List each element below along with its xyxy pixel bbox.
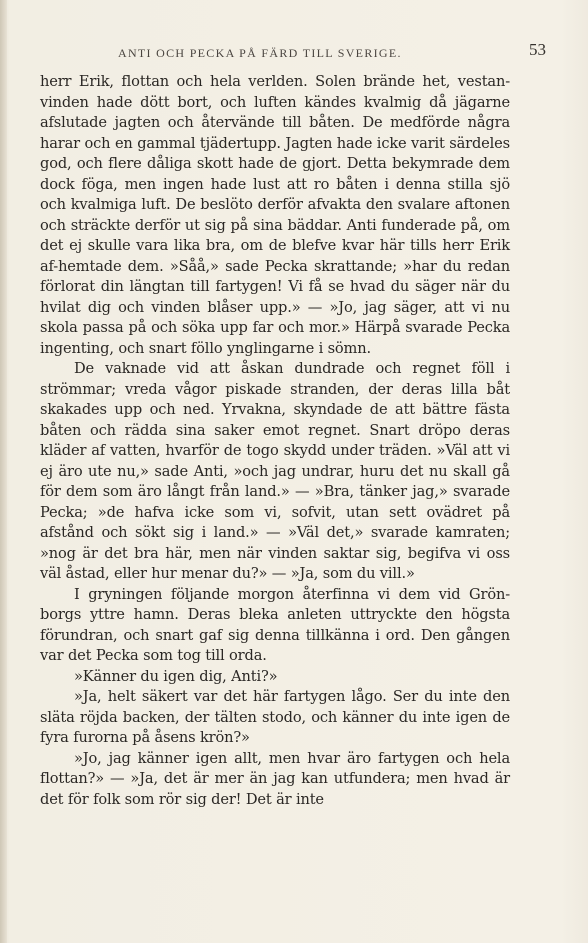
body-text bbox=[40, 72, 510, 810]
paragraph: »Känner du igen dig, Anti?» bbox=[74, 667, 278, 685]
running-title: ANTI OCH PECKA PÅ FÄRD TILL SVERIGE. bbox=[118, 46, 402, 60]
paragraph: »Jo, jag känner igen allt, men hvar äro fartygen och hela flottan?» — »Ja, det är mer än jag kan utfundera; men hvad är det för folk som rör sig der! Det är inte bbox=[40, 749, 510, 808]
paragraph: De vaknade vid att åskan dundrade och regnet föll i strömmar; vreda vågor piskade stranden, der deras lilla båt skakades upp och ned. Yrvakna, skyndade de att bättre fästa båten och rädda sina saker emot regnet. Snart dröpo deras kläder af vatten, hvarför de togo skydd under träden. »Väl att vi ej äro ute nu,» sade Anti, »och jag undrar, huru det nu skall gå för dem som äro långt från land.» — »Bra, tänker jag,» svarade Pecka; »de hafva icke som vi, sofvit, utan sett ovädret på afstånd och sökt sig i land.» — »Väl det,» svarade kamraten; »nog är det bra här, men när vinden saktar sig, begifva vi oss väl åstad, eller hur menar du?» — »Ja, som du vill.» bbox=[40, 360, 510, 582]
paragraph: »Ja, helt säkert var det här fartygen lågo. Ser du inte den släta röjda backen, der tälten stodo, och känner du inte igen de fyra furorna på åsens krön?» bbox=[40, 688, 510, 746]
page-number: 53 bbox=[529, 40, 546, 59]
paragraph: I gryningen följande morgon återfinna vi dem vid Grön-borgs yttre hamn. Deras bleka anleten uttryckte den högsta förundran, och snart gaf sig denna tillkänna i ord. Den gången var det Pecka som tog till orda. bbox=[40, 585, 510, 664]
paragraph: herr Erik, flottan och hela verlden. Solen brände het, vestan-vinden hade dött bort, och luften kändes kvalmig då jägarne afslutade jagten och återvände till båten. De medförde några harar och en gammal tjädertupp. Jagten hade icke varit särdeles god, och flere dåliga skott hade de gjort. Detta bekymrade dem dock föga, men ingen hade lust att ro båten i denna stilla sjö och kvalmiga luft. De beslöto derför afvakta den svalare aftonen och sträckte derför ut sig på sina bäddar. Anti funderade på, om det ej skulle vara lika bra, om de blefve kvar här tills herr Erik af-hemtade dem. »Såå,» sade Pecka skrattande; »har du redan förlorat din längtan till fartygen! Vi få se hvad du säger när du hvilat dig och vinden blåser upp.» — »Jo, jag säger, att vi nu skola passa på och söka upp far och mor.» Härpå svarade Pecka ingenting, och snart föllo ynglingarne i sömn. bbox=[40, 73, 510, 357]
page-spine-shadow bbox=[0, 0, 7, 943]
page-header bbox=[40, 40, 550, 64]
